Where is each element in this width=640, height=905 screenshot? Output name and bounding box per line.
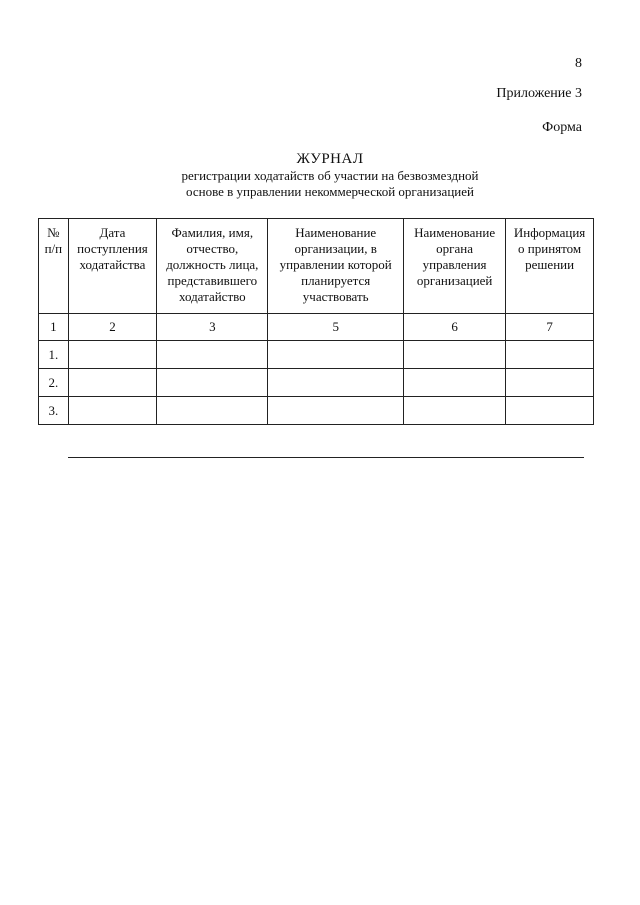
column-number: 1	[39, 314, 69, 341]
header-line: о принятом	[518, 241, 582, 256]
journal-subtitle-line-1: регистрации ходатайств об участии на безвозмездной	[181, 168, 479, 183]
header-line: поступления	[77, 241, 148, 256]
header-line: органа	[436, 241, 474, 256]
header-line: Наименование	[295, 225, 377, 240]
row-number: 1.	[39, 341, 69, 369]
header-line: ходатайства	[79, 257, 146, 272]
header-line: Фамилия, имя,	[171, 225, 254, 240]
page-number: 8	[575, 56, 582, 71]
header-person	[157, 219, 268, 314]
table-cell	[268, 369, 404, 397]
table-cell	[506, 397, 594, 425]
header-decision-info	[506, 219, 594, 314]
table-cell	[268, 397, 404, 425]
header-line: Наименование	[414, 225, 496, 240]
table-cell	[68, 369, 157, 397]
header-line: представившего	[167, 273, 258, 288]
column-number-row	[39, 314, 594, 341]
row-number: 3.	[39, 397, 69, 425]
table-cell	[403, 397, 505, 425]
column-number: 3	[157, 314, 268, 341]
header-line: организации, в	[294, 241, 377, 256]
header-line: ходатайство	[178, 289, 246, 304]
table-cell	[157, 341, 268, 369]
form-label: Форма	[542, 120, 582, 135]
header-organization	[268, 219, 404, 314]
header-line: планируется	[301, 273, 371, 288]
header-line: должность лица,	[166, 257, 259, 272]
column-number: 7	[506, 314, 594, 341]
table-cell	[506, 369, 594, 397]
header-line: п/п	[44, 241, 63, 256]
header-line: Информация	[513, 225, 586, 240]
table-cell	[157, 397, 268, 425]
journal-title: ЖУРНАЛ	[296, 151, 364, 167]
column-number: 6	[403, 314, 505, 341]
table-cell	[506, 341, 594, 369]
row-number: 2.	[39, 369, 69, 397]
header-line: организацией	[416, 273, 493, 288]
header-governing-body	[403, 219, 505, 314]
header-line: №	[47, 225, 60, 240]
header-date	[68, 219, 157, 314]
header-line: участвовать	[302, 289, 369, 304]
journal-subtitle-line-2: основе в управлении некоммерческой организацией	[186, 184, 474, 199]
table-cell	[403, 341, 505, 369]
header-line: отчество,	[186, 241, 239, 256]
bottom-divider	[68, 457, 584, 458]
header-number	[39, 219, 69, 314]
header-line: управлении которой	[279, 257, 392, 272]
title-block	[120, 150, 540, 200]
table-row	[39, 397, 594, 425]
table-row	[39, 341, 594, 369]
table-row	[39, 369, 594, 397]
table-cell	[68, 397, 157, 425]
header-line: решении	[525, 257, 575, 272]
table-cell	[68, 341, 157, 369]
table-cell	[268, 341, 404, 369]
column-number: 5	[268, 314, 404, 341]
header-line: управления	[422, 257, 487, 272]
appendix-label: Приложение 3	[496, 86, 582, 101]
table-cell	[403, 369, 505, 397]
table-header-row	[39, 219, 594, 314]
column-number: 2	[68, 314, 157, 341]
table-cell	[157, 369, 268, 397]
header-line: Дата	[99, 225, 126, 240]
journal-table	[38, 218, 594, 425]
